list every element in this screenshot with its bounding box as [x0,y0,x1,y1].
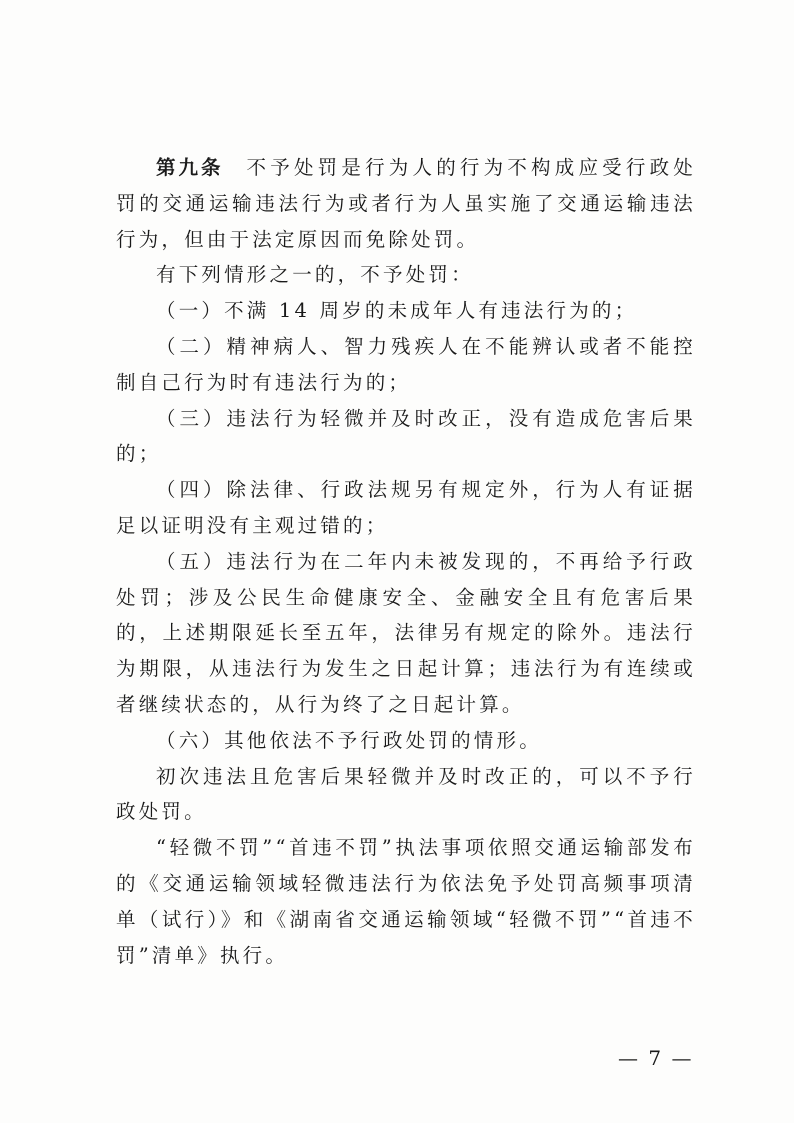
list-item-5: （五）违法行为在二年内未被发现的，不再给予行政处罚；涉及公民生命健康安全、金融安全且有危害后果的，上述期限延长至五年，法律另有规定的除外。违法行为期限，从违法行为发生之日起计算；违法行为有连续或者继续状态的，从行为终了之日起计算。 [116,549,696,716]
list-item-4: （四）除法律、行政法规另有规定外，行为人有证据足以证明没有主观过错的； [116,478,696,537]
reference-paragraph: “轻微不罚”“首违不罚”执法事项依照交通运输部发布的《交通运输领域轻微违法行为依法免予处罚高频事项清单（试行）》和《湖南省交通运输领域“轻微不罚”“首违不罚”清单》执行。 [116,836,696,967]
article-heading: 第九条 [156,156,224,179]
article-lead-paragraph: 有下列情形之一的，不予处罚： [156,263,474,287]
page-number: — 7 — [618,1046,694,1070]
list-item-3: （三）违法行为轻微并及时改正，没有造成危害后果的； [116,406,696,466]
list-item-6: （六）其他依法不予行政处罚的情形。 [156,728,542,752]
first-offense-paragraph: 初次违法且危害后果轻微并及时改正的，可以不予行政处罚。 [116,764,696,824]
article-intro-text: 不予处罚是行为人的行为不构成应受行政处罚的交通运输违法行为或者行为人虽实施了交通运输违法行为，但由于法定原因而免除处罚。 [116,156,696,251]
list-item-2: （二）精神病人、智力残疾人在不能辨认或者不能控制自己行为时有违法行为的； [116,334,696,394]
list-item-1: （一）不满 14 周岁的未成年人有违法行为的； [156,299,638,323]
article-body [116,150,696,973]
article-intro-paragraph [116,150,696,257]
